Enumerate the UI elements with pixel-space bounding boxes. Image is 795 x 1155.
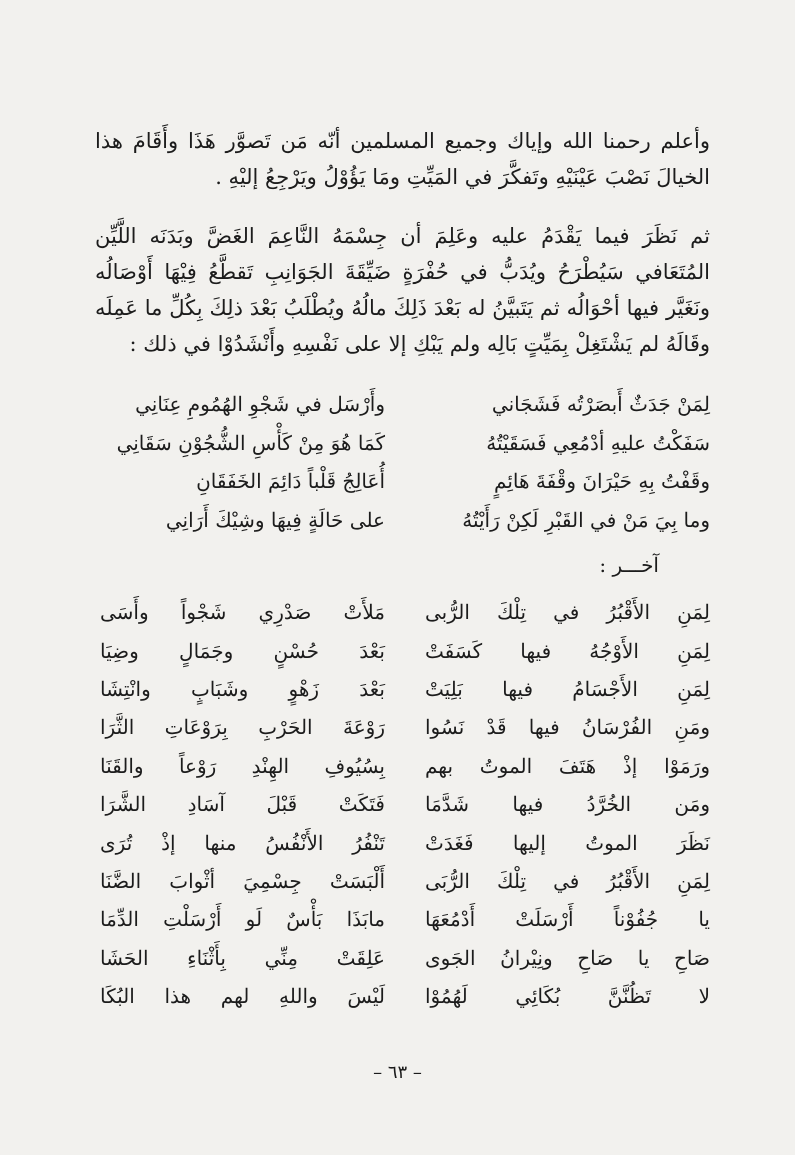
verse-line xyxy=(100,747,710,785)
verse-first-hemistich: لِمَنْ جَدَثٌ أَبصَرْتُه فَشَجَاني xyxy=(491,392,710,417)
another-poem-label: آخـــر : xyxy=(599,553,659,577)
verse-first-hemistich: يا جُفُوْناً أَرْسَلَتْ أَدْمُعَهَا xyxy=(425,907,710,932)
verse-line xyxy=(100,501,710,540)
verse-line xyxy=(100,631,710,669)
verse-first-hemistich: لِمَنِ الأَقْبُرُ في تِلْكَ الرُّبى xyxy=(425,600,710,625)
verse-line xyxy=(100,385,710,424)
verse-line xyxy=(100,708,710,746)
verse-first-hemistich: لِمَنِ الأَقْبُرُ في تِلْكَ الرُّبَى xyxy=(425,868,710,893)
verse-second-hemistich: عَلِقَتْ مِنِّي بِأَثْنَاءِ الحَشَا xyxy=(100,945,385,970)
verse-second-hemistich: تَنْفُرُ الأَنْفُسُ منها إذْ تُرَى xyxy=(100,830,385,855)
verse-second-hemistich: مابَذَا بَأْسٌ لَو أَرْسَلْتِ الدِّمَا xyxy=(100,907,385,932)
page-number: – ٦٣ – xyxy=(373,1062,422,1083)
verse-second-hemistich: بَعْدَ زَهْوٍ وشَبَابٍ وانْتِشَا xyxy=(100,676,385,701)
verse-first-hemistich: ورَمَوْا إذْ هَتَفَ الموتُ بهم xyxy=(425,753,710,778)
verse-first-hemistich: صَاحِ يا صَاحِ ونِيْرانُ الجَوى xyxy=(425,945,710,970)
verse-first-hemistich: لِمَنِ الأَجْسَامُ فيها بَلِيَتْ xyxy=(425,676,710,701)
verse-line xyxy=(100,670,710,708)
verse-second-hemistich: مَلأَتْ صَدْرِي شَجْواً وأَسَى xyxy=(100,600,385,625)
verse-second-hemistich: كَمَا هُوَ مِنْ كَأْسِ الشُّجُوْنِ سَقَانِي xyxy=(116,430,385,455)
verse-line xyxy=(100,593,710,631)
verse-first-hemistich: ومَن الخُرَّدُ فيها شَدَّمَا xyxy=(425,792,710,817)
verse-second-hemistich: وأَرْسَل في شَجْوِ الهُمُومِ عِنَانِي xyxy=(135,392,385,417)
verse-second-hemistich: بِسُيُوفِ الهِنْدِ رَوْعاً والقَنَا xyxy=(100,753,385,778)
verse-second-hemistich: لَيْسَ واللهِ لهم هذا البُكَا xyxy=(100,984,385,1009)
paragraph-intro: وأعلم رحمنا الله وإياك وجميع المسلمين أنّه مَن تَصوَّر هَذَا وأَقَامَ هذا الخيالَ نَصْبَ عَيْنَيْهِ وتَفكَّرَ في المَيِّتِ ومَا يَؤُوْلُ ويَرْجِعُ إليْهِ . xyxy=(95,129,710,189)
poem-second xyxy=(100,593,710,1015)
verse-line xyxy=(100,462,710,501)
verse-first-hemistich: وقَفْتُ بِهِ حَيْرَانَ وقْفَةَ هَائِمٍ xyxy=(494,469,710,494)
verse-line xyxy=(100,977,710,1015)
verse-line xyxy=(100,900,710,938)
verse-first-hemistich: ومَنِ الفُرْسَانُ فيها قَدْ نَسُوا xyxy=(425,715,710,740)
verse-first-hemistich: وما بِيَ مَنْ في القَبْرِ لَكِنْ رَأَيْتُهُ xyxy=(462,507,710,532)
verse-first-hemistich: لِمَنِ الأَوْجُهُ فيها كَسَفَتْ xyxy=(425,638,710,663)
verse-line xyxy=(100,823,710,861)
verse-line xyxy=(100,424,710,463)
verse-line xyxy=(100,862,710,900)
poem-first xyxy=(100,385,710,539)
verse-second-hemistich: رَوْعَةَ الحَرْبِ بِرَوْعَاتِ الثَّرَا xyxy=(100,715,385,740)
verse-second-hemistich: فَتَكَتْ قَبْلَ آسَادِ الشَّرَا xyxy=(100,792,385,817)
verse-second-hemistich: أَلْبَسَتْ جِسْمِيَ أثْوابَ الضَّنَا xyxy=(100,868,385,893)
verse-second-hemistich: على حَالَةٍ فِيهَا وشِيْكَ أَرَانِي xyxy=(165,507,385,532)
verse-second-hemistich: بَعْدَ حُسْنٍ وجَمَالٍ وضِيَا xyxy=(100,638,385,663)
verse-second-hemistich: أُعَالِجُ قَلْباً دَائِمَ الخَفَقَانِ xyxy=(196,469,385,494)
paragraph-reflection: ثم نَظَرَ فيما يَقْدَمُ عليه وعَلِمَ أن جِسْمَهُ النَّاعِمَ الغَضَّ وبَدَنَه اللَّيِّن المُتَعَافي سَيُطْرَحُ ويُدَبُّ في حُفْرَةٍ ضَيِّقَةَ الجَوَانِبِ تَقطَّعُ فِيْهَا أَوْصَالُه ونَغَيَّر فيها أحْوَالُه ثم يَتَبيَّنُ له بَعْدَ ذَلِكَ مالُهُ ويُطْلَبُ بَعْدَ ذلِكَ بِكُلِّ ما عَمِلَه وقَالَهُ لم يَشْتَغِلْ بِمَيِّتٍ بَالِه ولم يَبْكِ إلا على نَفْسِهِ وأَنْشَدُوْا في ذلك : xyxy=(95,224,710,356)
verse-line xyxy=(100,939,710,977)
verse-line xyxy=(100,785,710,823)
verse-first-hemistich: لا تَظُنَّنَّ بُكَائِي لَهُمُوْا xyxy=(425,984,710,1009)
verse-first-hemistich: نَظَرَ الموتُ إليها فَغَدَتْ xyxy=(425,830,710,855)
verse-first-hemistich: سَفَكْتُ عليهِ أدْمُعِي فَسَقَيْتُهُ xyxy=(486,430,710,455)
